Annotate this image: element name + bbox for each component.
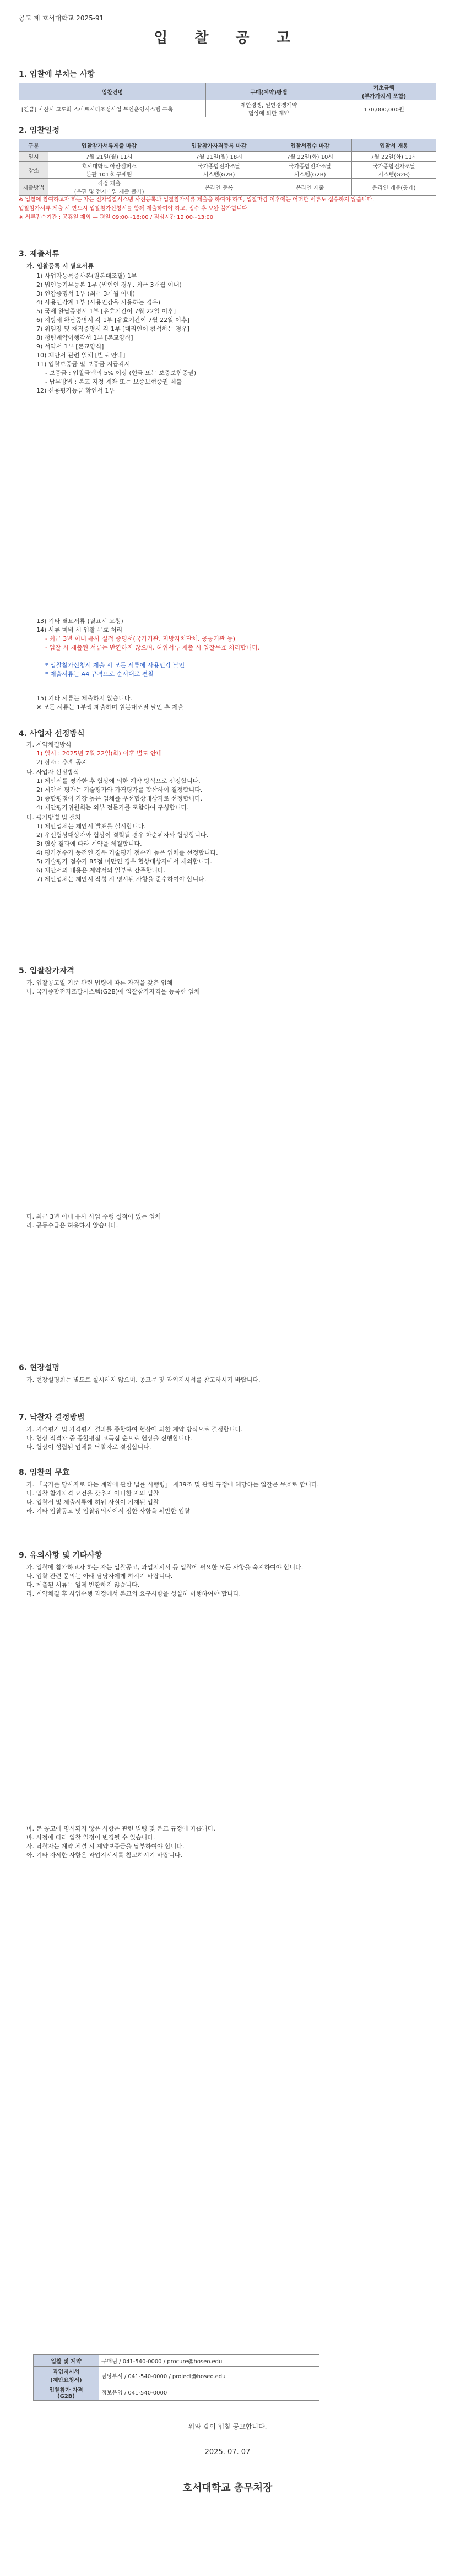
doc-item: 13) 기타 필요서류 (필요시 요청) bbox=[36, 618, 123, 625]
td-cell: 온라인 개봉(공개) bbox=[352, 179, 436, 196]
sel-item: 나. 사업자 선정방식 bbox=[26, 769, 79, 776]
doc-item: 6) 지방세 완납증명서 각 1부 [유효기간이 7월 22일 이후] bbox=[36, 316, 189, 324]
doc-item: 7) 위임장 및 재직증명서 각 1부 [대리인이 참석하는 경우] bbox=[36, 325, 189, 332]
section-1-title: 1. 입찰에 부치는 사항 bbox=[19, 70, 95, 79]
td-row-label: 일시 bbox=[19, 152, 48, 162]
sel-item: 가. 계약체결방식 bbox=[26, 741, 72, 748]
schedule-table bbox=[19, 139, 436, 196]
th-base-price: 기초금액 (부가가치세 포함) bbox=[332, 83, 436, 100]
th-method: 구매(계약)방법 bbox=[206, 83, 332, 100]
section-8-title: 8. 입찰의 무효 bbox=[19, 1468, 70, 1477]
issuer-name: 호서대학교 총무처장 bbox=[182, 2482, 273, 2494]
section-9-title: 9. 유의사항 및 기타사항 bbox=[19, 1551, 102, 1560]
doc-subitem: - 납부방법 : 본교 지정 계좌 또는 보증보험증권 제출 bbox=[45, 378, 182, 385]
red-note: - 입찰 시 제출된 서류는 반환하지 않으며, 허위서류 제출 시 입찰무효 처리합니다. bbox=[45, 644, 260, 651]
doc-item: 5) 국세 완납증명서 1부 [유효기간이 7월 22일 이후] bbox=[36, 308, 176, 315]
th-reg-deadline: 입찰참가자격등록 마감 bbox=[170, 139, 268, 152]
contact-label: 과업지시서 (제안요청서) bbox=[34, 2367, 99, 2384]
td-cell: 7월 22일(화) 10시 bbox=[268, 152, 352, 162]
doc-subitem: - 보증금 : 입찰금액의 5% 이상 (현금 또는 보증보험증권) bbox=[45, 369, 197, 377]
doc-item: 1) 사업자등록증사본(원본대조필) 1부 bbox=[36, 272, 137, 280]
award-item: 가. 기술평가 및 가격평가 결과를 종합하여 협상에 의한 계약 방식으로 결정합니다. bbox=[26, 1426, 243, 1433]
notice-item: 나. 입찰 관련 문의는 아래 담당자에게 하시기 바랍니다. bbox=[26, 1573, 173, 1580]
notice-item: 사. 낙찰자는 계약 체결 시 계약보증금을 납부하여야 합니다. bbox=[26, 1843, 185, 1850]
qual-item: 가. 입찰공고일 기준 관련 법령에 따른 자격을 갖춘 업체 bbox=[26, 979, 173, 986]
section-3-title: 3. 제출서류 bbox=[19, 250, 60, 259]
blue-note: * 입찰참가신청서 제출 시 모든 서류에 사용인감 날인 bbox=[45, 662, 185, 669]
qual-item: 다. 최근 3년 이내 유사 사업 수행 실적이 있는 업체 bbox=[26, 1213, 161, 1220]
notice-item: 가. 입찰에 참가하고자 하는 자는 입찰공고, 과업지시서 등 입찰에 필요한 모든 사항을 숙지하여야 합니다. bbox=[26, 1564, 304, 1571]
td-item-name: [긴급] 아산시 고도화 스마트시티조성사업 무인운영시스템 구축 bbox=[19, 100, 206, 117]
briefing-text: 가. 현장설명회는 별도로 실시하지 않으며, 공고문 및 과업지시서를 참고하시기 바랍니다. bbox=[26, 1376, 261, 1383]
doc-item: 8) 청렴계약이행각서 1부 [본교양식] bbox=[36, 334, 133, 341]
section-4-title: 4. 사업자 선정방식 bbox=[19, 729, 85, 738]
sel-item: 2) 제안서 평가는 기술평가와 가격평가를 합산하여 결정합니다. bbox=[36, 786, 203, 793]
sel-item: 4) 평가점수가 동점인 경우 기술평가 점수가 높은 업체를 선정합니다. bbox=[36, 849, 218, 856]
th-label: 구분 bbox=[19, 139, 48, 152]
award-item: 다. 협상이 성립된 업체를 낙찰자로 결정합니다. bbox=[26, 1443, 151, 1451]
notice-date: 2025. 07. 07 bbox=[204, 2448, 251, 2456]
notice-item: 바. 사정에 따라 입찰 일정이 변경될 수 있습니다. bbox=[26, 1834, 155, 1841]
schedule-note: ※ 서류접수기간 : 공휴일 제외 — 평일 09:00~16:00 / 점심시간 12:00~13:00 bbox=[19, 214, 214, 221]
sel-item: 5) 기술평가 점수가 85점 미만인 경우 협상대상자에서 제외합니다. bbox=[36, 858, 212, 865]
docs-heading: 가. 입찰등록 시 필요서류 bbox=[26, 262, 94, 270]
red-note: - 최근 3년 이내 유사 실적 증명서(국가기관, 지방자치단체, 공공기관 등) bbox=[45, 635, 235, 642]
doc-item: 15) 기타 서류는 제출하지 않습니다. bbox=[36, 695, 132, 702]
sel-item: 6) 제안서의 내용은 계약서의 일부로 간주합니다. bbox=[36, 867, 166, 874]
sel-item: 4) 제안평가위원회는 외부 전문가를 포함하여 구성합니다. bbox=[36, 804, 189, 811]
contact-value: 구매팀 / 041-540-0000 / procure@hoseo.edu bbox=[99, 2355, 319, 2367]
td-cell: 국가종합전자조달 시스템(G2B) bbox=[268, 162, 352, 179]
th-bid-open: 입찰서 개봉 bbox=[352, 139, 436, 152]
notice-item: 아. 기타 자세한 사항은 과업지시서를 참고하시기 바랍니다. bbox=[26, 1852, 182, 1859]
closing-text: 위와 같이 입찰 공고합니다. bbox=[188, 2423, 267, 2430]
contact-value: 정보운영 / 041-540-0000 bbox=[99, 2384, 319, 2401]
schedule-note: ※ 입찰에 참여하고자 하는 자는 전자입찰시스템 사전등록과 입찰참가서류 제출을 하여야 하며, 입찰마감 이후에는 어떠한 서류도 접수하지 않습니다. bbox=[19, 197, 375, 203]
td-cell: 7월 21일(월) 11시 bbox=[48, 152, 170, 162]
schedule-note: 입찰참가서류 제출 시 반드시 입찰참가신청서를 함께 제출하여야 하고, 접수 후 보완 불가합니다. bbox=[19, 206, 250, 212]
td-cell: 국가종합전자조달 시스템(G2B) bbox=[352, 162, 436, 179]
notice-item: 라. 계약체결 후 사업수행 과정에서 본교의 요구사항을 성실히 이행하여야 합니다. bbox=[26, 1590, 241, 1597]
contact-label: 입찰 및 계약 bbox=[34, 2355, 99, 2367]
doc-item: 12) 신용평가등급 확인서 1부 bbox=[36, 387, 115, 394]
td-cell: 호서대학교 아산캠퍼스 본관 101호 구매팀 bbox=[48, 162, 170, 179]
award-item: 나. 협상 적격자 중 종합평점 고득점 순으로 협상을 진행합니다. bbox=[26, 1435, 192, 1442]
td-cell: 직접 제출 (우편 및 전자메일 제출 불가) bbox=[48, 179, 170, 196]
invalid-item: 다. 입찰서 및 제출서류에 허위 사실이 기재된 입찰 bbox=[26, 1499, 159, 1506]
td-cell: 7월 22일(화) 11시 bbox=[352, 152, 436, 162]
td-base-price: 170,000,000원 bbox=[332, 100, 436, 117]
doc-item: ※ 모든 서류는 1부씩 제출하며 원본대조필 날인 후 제출 bbox=[36, 704, 184, 711]
notice-number: 공고 제 호서대학교 2025-91 bbox=[19, 14, 104, 22]
sel-item: 7) 제안업체는 제안서 작성 시 명시된 사항을 준수하여야 합니다. bbox=[36, 876, 207, 883]
contact-label: 입찰참가 자격 (G2B) bbox=[34, 2384, 99, 2401]
doc-item: 2) 법인등기부등본 1부 (법인인 경우, 최근 3개월 이내) bbox=[36, 281, 182, 288]
td-cell: 7월 21일(월) 18시 bbox=[170, 152, 268, 162]
doc-item: 9) 서약서 1부 [본교양식] bbox=[36, 343, 104, 350]
td-cell: 국가종합전자조달 시스템(G2B) bbox=[170, 162, 268, 179]
invalid-item: 가. 「국가를 당사자로 하는 계약에 관한 법률 시행령」 제39조 및 관련 규정에 해당하는 입찰은 무효로 합니다. bbox=[26, 1481, 319, 1488]
bid-item-table bbox=[19, 83, 436, 117]
sel-item: 1) 일시 : 2025년 7월 22일(화) 이후 별도 안내 bbox=[36, 750, 162, 757]
sel-item: 2) 장소 : 추후 공지 bbox=[36, 759, 88, 766]
blue-note: * 제출서류는 A4 규격으로 순서대로 편철 bbox=[45, 670, 154, 678]
section-2-title: 2. 입찰일정 bbox=[19, 126, 60, 135]
qual-item: 라. 공동수급은 허용하지 않습니다. bbox=[26, 1222, 118, 1229]
sel-item: 다. 평가방법 및 절차 bbox=[26, 814, 81, 821]
qual-item: 나. 국가종합전자조달시스템(G2B)에 입찰참가자격을 등록한 업체 bbox=[26, 988, 200, 995]
td-cell: 온라인 제출 bbox=[268, 179, 352, 196]
sel-item: 2) 우선협상대상자와 협상이 결렬될 경우 차순위자와 협상합니다. bbox=[36, 831, 209, 839]
section-5-title: 5. 입찰참가자격 bbox=[19, 967, 75, 975]
invalid-item: 라. 기타 입찰공고 및 입찰유의서에서 정한 사항을 위반한 입찰 bbox=[26, 1507, 191, 1515]
td-row-label: 제출방법 bbox=[19, 179, 48, 196]
sel-item: 3) 종합평점이 가장 높은 업체를 우선협상대상자로 선정합니다. bbox=[36, 795, 203, 802]
doc-item: 10) 제안서 관련 일체 [별도 안내] bbox=[36, 352, 126, 359]
doc-item: 11) 입찰보증금 및 보증금 지급각서 bbox=[36, 361, 131, 368]
doc-item: 3) 인감증명서 1부 (최근 3개월 이내) bbox=[36, 290, 135, 297]
doc-item: 4) 사용인감계 1부 (사용인감을 사용하는 경우) bbox=[36, 299, 160, 306]
th-item-name: 입찰건명 bbox=[19, 83, 206, 100]
page-title: 입 찰 공 고 bbox=[154, 30, 301, 46]
doc-item: 14) 서류 미비 시 입찰 무효 처리 bbox=[36, 626, 123, 634]
sel-item: 1) 제안서를 평가한 후 협상에 의한 계약 방식으로 선정합니다. bbox=[36, 777, 201, 785]
td-cell: 온라인 등록 bbox=[170, 179, 268, 196]
notice-item: 마. 본 공고에 명시되지 않은 사항은 관련 법령 및 본교 규정에 따릅니다. bbox=[26, 1825, 215, 1832]
sel-item: 3) 협상 결과에 따라 계약을 체결합니다. bbox=[36, 840, 142, 847]
sel-item: 1) 제안업체는 제안서 발표를 실시합니다. bbox=[36, 823, 146, 830]
contact-table bbox=[33, 2354, 319, 2401]
th-bid-deadline: 입찰서접수 마감 bbox=[268, 139, 352, 152]
notice-item: 다. 제출된 서류는 일체 반환하지 않습니다. bbox=[26, 1581, 140, 1588]
td-row-label: 장소 bbox=[19, 162, 48, 179]
contact-value: 담당부서 / 041-540-0000 / project@hoseo.edu bbox=[99, 2367, 319, 2384]
th-doc-deadline: 입찰참가서류제출 마감 bbox=[48, 139, 170, 152]
invalid-item: 나. 입찰 참가자격 요건을 갖추지 아니한 자의 입찰 bbox=[26, 1490, 159, 1497]
section-7-title: 7. 낙찰자 결정방법 bbox=[19, 1413, 85, 1422]
td-method: 제한경쟁, 일반경쟁계약 협상에 의한 계약 bbox=[206, 100, 332, 117]
section-6-title: 6. 현장설명 bbox=[19, 1364, 60, 1372]
